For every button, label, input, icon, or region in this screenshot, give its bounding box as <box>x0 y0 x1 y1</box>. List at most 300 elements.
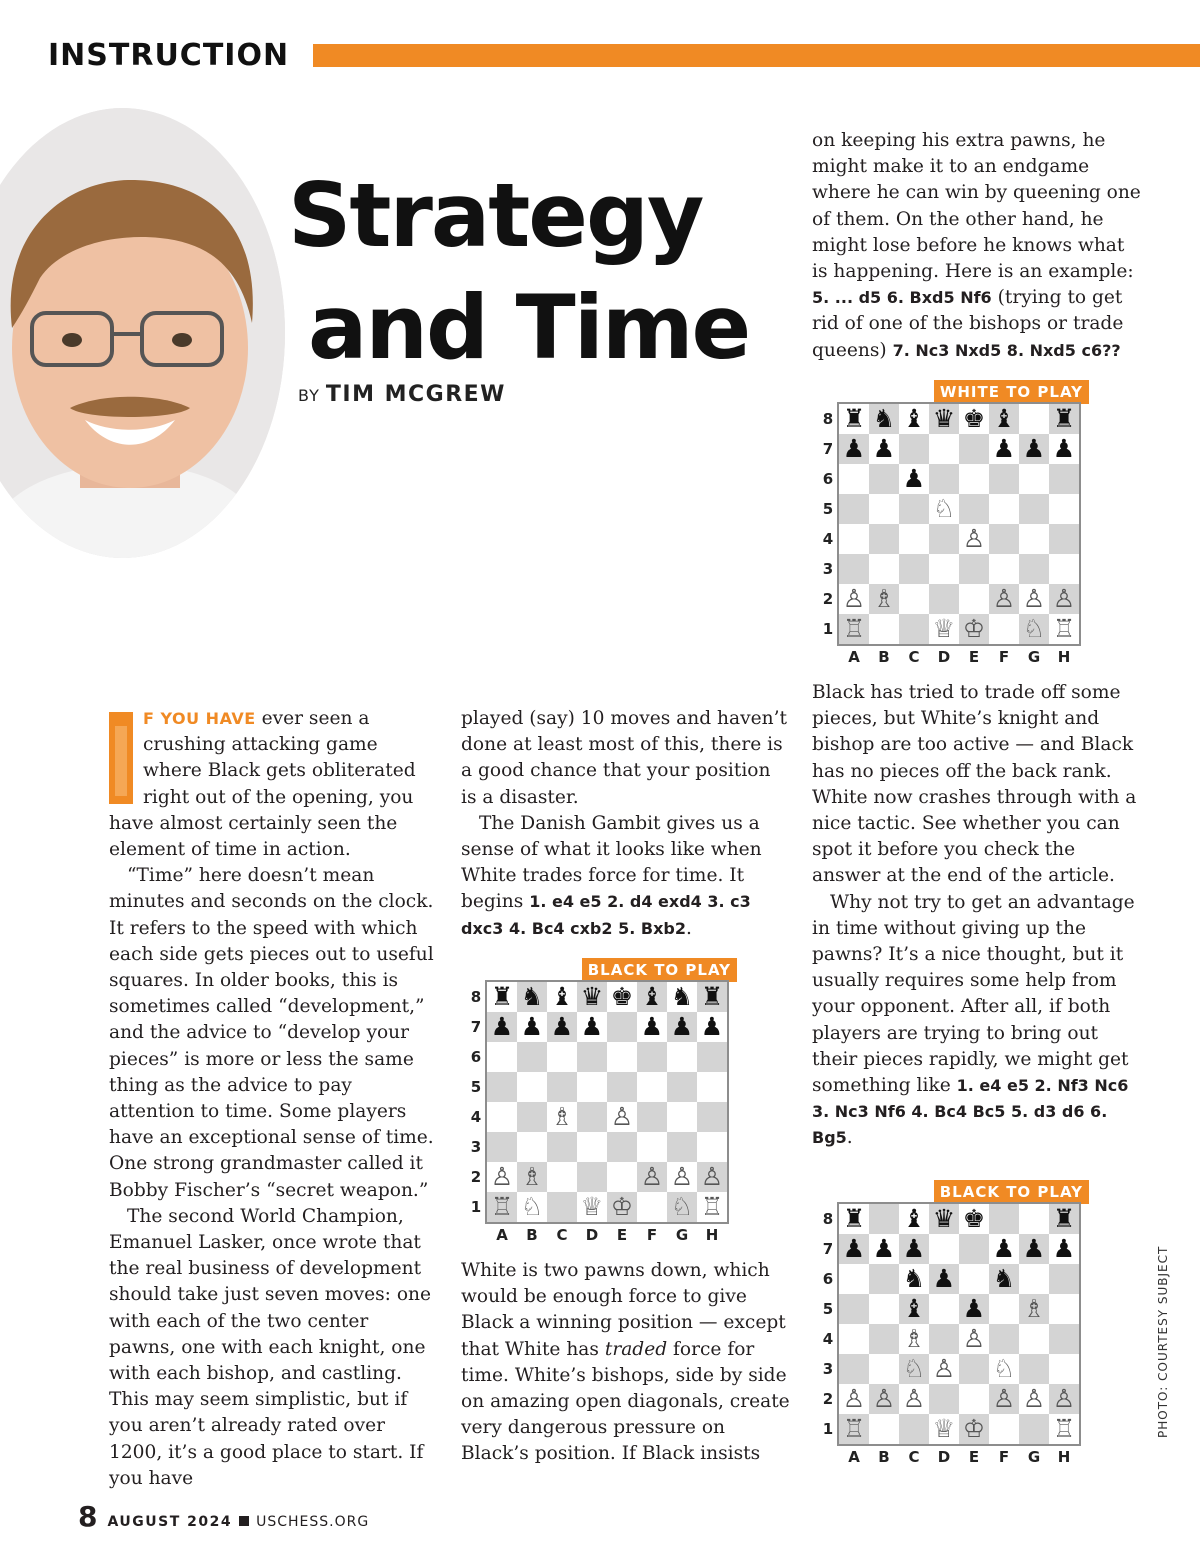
board-square <box>607 1132 637 1162</box>
black-pawn-icon: ♟ <box>667 1012 697 1042</box>
file-label: A <box>848 648 860 666</box>
board-square <box>1049 554 1079 584</box>
black-pawn-icon: ♟ <box>1049 434 1079 464</box>
rank-label: 2 <box>822 1390 834 1408</box>
board-square <box>1019 554 1049 584</box>
white-rook-icon: ♖ <box>697 1192 727 1222</box>
white-rook-icon: ♖ <box>1049 614 1079 644</box>
black-bishop-icon: ♝ <box>637 982 667 1012</box>
black-pawn-icon: ♟ <box>869 434 899 464</box>
text: (trying to get rid of one of the bishops or trade queens) <box>812 287 1124 361</box>
white-pawn-icon: ♙ <box>989 584 1019 614</box>
board-square <box>577 1072 607 1102</box>
black-knight-icon: ♞ <box>667 982 697 1012</box>
board-square <box>547 1072 577 1102</box>
white-knight-icon: ♘ <box>1019 614 1049 644</box>
file-label: F <box>998 648 1010 666</box>
board-square <box>959 1354 989 1384</box>
board-square <box>1019 1264 1049 1294</box>
black-king-icon: ♚ <box>607 982 637 1012</box>
board-square <box>1019 464 1049 494</box>
rank-label: 4 <box>822 1330 834 1348</box>
white-pawn-icon: ♙ <box>697 1162 727 1192</box>
board-square <box>899 1414 929 1444</box>
board-square <box>989 554 1019 584</box>
board-square <box>959 1384 989 1414</box>
board-square <box>1049 1324 1079 1354</box>
site-url: USCHESS.ORG <box>256 1514 370 1530</box>
white-rook-icon: ♖ <box>487 1192 517 1222</box>
board-square <box>517 1072 547 1102</box>
rank-label: 7 <box>822 440 834 458</box>
black-pawn-icon: ♟ <box>959 1294 989 1324</box>
white-pawn-icon: ♙ <box>839 584 869 614</box>
white-bishop-icon: ♗ <box>1019 1294 1049 1324</box>
board-square <box>869 1264 899 1294</box>
board-square <box>1049 524 1079 554</box>
black-bishop-icon: ♝ <box>547 982 577 1012</box>
column-2-top <box>461 706 791 942</box>
text: The Danish Gambit gives us a sense of what it looks like when White trades force for time. It begins <box>461 812 762 913</box>
file-label: D <box>937 648 951 666</box>
file-label: C <box>908 648 920 666</box>
board-square <box>697 1132 727 1162</box>
text: White is two pawns down, which would be enough force to give Black a winning position — except that White has <box>461 1260 786 1360</box>
board-square <box>869 1324 899 1354</box>
white-bishop-icon: ♗ <box>547 1102 577 1132</box>
black-rook-icon: ♜ <box>697 982 727 1012</box>
board-square <box>487 1132 517 1162</box>
separator-square <box>239 1516 249 1526</box>
board-square <box>577 1162 607 1192</box>
board-square <box>899 614 929 644</box>
board-square <box>989 1294 1019 1324</box>
board-square <box>839 554 869 584</box>
board-square <box>989 1324 1019 1354</box>
section-bar <box>313 44 1200 67</box>
paragraph <box>109 706 439 863</box>
board-square <box>1019 404 1049 434</box>
board-square <box>929 1234 959 1264</box>
board-square <box>547 1162 577 1192</box>
black-pawn-icon: ♟ <box>839 1234 869 1264</box>
board-square <box>989 464 1019 494</box>
board-square <box>1049 464 1079 494</box>
title-line-1: Strategy <box>288 164 703 267</box>
rank-label: 8 <box>822 410 834 428</box>
black-bishop-icon: ♝ <box>899 1204 929 1234</box>
board-square <box>839 464 869 494</box>
file-label: G <box>1027 1448 1041 1466</box>
white-pawn-icon: ♙ <box>637 1162 667 1192</box>
rank-labels <box>821 404 835 644</box>
board-square <box>577 1102 607 1132</box>
paragraph: Black has tried to trade off some pieces, but White’s knight and bishop are too active — and Black has no pieces off the back rank. White now crashes through with a nice tactic. See whether you can spot it before you check the answer at the end of the article. <box>812 682 1137 887</box>
rank-label: 2 <box>470 1168 482 1186</box>
paragraph: played (say) 10 moves and haven’t done at least most of this, there is a good chance that your position is a disaster. <box>461 708 787 808</box>
black-knight-icon: ♞ <box>989 1264 1019 1294</box>
chess-board <box>837 1202 1081 1446</box>
rank-label: 6 <box>822 1270 834 1288</box>
board-square <box>869 1354 899 1384</box>
black-pawn-icon: ♟ <box>929 1264 959 1294</box>
chess-diagram-1 <box>443 958 743 1248</box>
rank-label: 5 <box>470 1078 482 1096</box>
rank-label: 7 <box>822 1240 834 1258</box>
board-square <box>929 464 959 494</box>
rank-labels <box>469 982 483 1222</box>
black-pawn-icon: ♟ <box>899 1234 929 1264</box>
black-pawn-icon: ♟ <box>1019 434 1049 464</box>
black-pawn-icon: ♟ <box>989 1234 1019 1264</box>
author-portrait <box>0 108 285 558</box>
column-1 <box>109 706 439 1492</box>
board-square <box>929 1294 959 1324</box>
board-square <box>1019 1414 1049 1444</box>
text: on keeping his extra pawns, he might make it to an endgame where he can win by queening one of them. On the other hand, he might lose before he knows what is happening. Here is an example: <box>812 130 1141 283</box>
column-3-bottom <box>812 680 1142 1152</box>
board-square <box>929 584 959 614</box>
black-knight-icon: ♞ <box>899 1264 929 1294</box>
author-name: TIM MCGREW <box>325 382 506 407</box>
board-square <box>1019 1354 1049 1384</box>
photo-credit: PHOTO: COURTESY SUBJECT <box>1156 1245 1170 1438</box>
black-bishop-icon: ♝ <box>899 1294 929 1324</box>
board-square <box>839 1354 869 1384</box>
board-square <box>1019 524 1049 554</box>
rank-label: 6 <box>470 1048 482 1066</box>
board-square <box>607 1042 637 1072</box>
white-knight-icon: ♘ <box>989 1354 1019 1384</box>
white-pawn-icon: ♙ <box>959 1324 989 1354</box>
board-square <box>929 1384 959 1414</box>
board-square <box>607 1162 637 1192</box>
file-label: D <box>937 1448 951 1466</box>
file-label: A <box>848 1448 860 1466</box>
white-pawn-icon: ♙ <box>1019 584 1049 614</box>
file-label: G <box>675 1226 689 1244</box>
board-square <box>839 494 869 524</box>
board-square <box>899 434 929 464</box>
white-pawn-icon: ♙ <box>899 1384 929 1414</box>
rank-label: 4 <box>470 1108 482 1126</box>
file-label: E <box>968 648 980 666</box>
title-line-2: and Time <box>308 276 750 379</box>
board-square <box>959 554 989 584</box>
black-king-icon: ♚ <box>959 404 989 434</box>
black-rook-icon: ♜ <box>839 1204 869 1234</box>
rank-label: 3 <box>470 1138 482 1156</box>
file-label: H <box>705 1226 719 1244</box>
paragraph: “Time” here doesn’t mean minutes and seconds on the clock. It refers to the speed with which each side gets pieces out to useful squares. In older books, this is sometimes called “development,” and the advice to “develop your pieces” is more or less the same thing as the advice to pay attention to time. Some players have an exceptional sense of time. One strong grandmaster called it Bobby Fischer’s “secret weapon.” <box>109 865 434 1201</box>
white-king-icon: ♔ <box>959 1414 989 1444</box>
board-square <box>869 464 899 494</box>
white-rook-icon: ♖ <box>1049 1414 1079 1444</box>
white-pawn-icon: ♙ <box>989 1384 1019 1414</box>
text: Why not try to get an advantage in time without giving up the pawns? It’s a nice thought, but it usually requires some help from your opponent. After all, if both players are trying to bring out their pieces rapidly, we might get something like <box>812 891 1135 1097</box>
file-label: G <box>1027 648 1041 666</box>
black-pawn-icon: ♟ <box>637 1012 667 1042</box>
move-list: 1. e4 e5 2. Nf3 Nc6 3. Nc3 Nf6 4. Bc4 Bc5 5. d3 d6 6. Bg5 <box>812 1076 1129 1148</box>
board-square <box>607 1012 637 1042</box>
drop-cap <box>109 712 133 804</box>
file-label: B <box>878 648 890 666</box>
file-label: B <box>526 1226 538 1244</box>
black-pawn-icon: ♟ <box>577 1012 607 1042</box>
board-square <box>667 1042 697 1072</box>
board-square <box>517 1042 547 1072</box>
board-square <box>637 1072 667 1102</box>
black-queen-icon: ♛ <box>929 404 959 434</box>
black-knight-icon: ♞ <box>517 982 547 1012</box>
file-labels <box>839 648 1079 666</box>
white-knight-icon: ♘ <box>517 1192 547 1222</box>
board-square <box>1049 1354 1079 1384</box>
article-title <box>288 160 768 384</box>
white-queen-icon: ♕ <box>577 1192 607 1222</box>
diagram-tag: WHITE TO PLAY <box>934 380 1089 404</box>
white-rook-icon: ♖ <box>839 1414 869 1444</box>
board-square <box>1019 494 1049 524</box>
black-queen-icon: ♛ <box>577 982 607 1012</box>
board-square <box>839 524 869 554</box>
board-square <box>839 1264 869 1294</box>
board-square <box>697 1102 727 1132</box>
file-label: C <box>556 1226 568 1244</box>
board-square <box>869 1204 899 1234</box>
black-queen-icon: ♛ <box>929 1204 959 1234</box>
white-king-icon: ♔ <box>959 614 989 644</box>
rank-label: 1 <box>470 1198 482 1216</box>
white-bishop-icon: ♗ <box>869 584 899 614</box>
white-pawn-icon: ♙ <box>487 1162 517 1192</box>
board-square <box>547 1132 577 1162</box>
paragraph: The second World Champion, Emanuel Lasker, once wrote that the real business of development should take just seven moves: one with each of the two center pawns, one with each knight, one with each bishop, and castling. This may seem simplistic, but if you aren’t already rated over 1200, it’s a good place to start. If you have <box>109 1205 432 1489</box>
rank-label: 1 <box>822 1420 834 1438</box>
file-label: F <box>998 1448 1010 1466</box>
white-pawn-icon: ♙ <box>1049 1384 1079 1414</box>
white-pawn-icon: ♙ <box>1049 584 1079 614</box>
black-knight-icon: ♞ <box>869 404 899 434</box>
board-square <box>1049 1264 1079 1294</box>
board-square <box>989 494 1019 524</box>
board-square <box>869 1414 899 1444</box>
rank-label: 1 <box>822 620 834 638</box>
white-queen-icon: ♕ <box>929 1414 959 1444</box>
board-square <box>959 1234 989 1264</box>
file-label: H <box>1057 648 1071 666</box>
board-square <box>869 1294 899 1324</box>
board-square <box>959 1264 989 1294</box>
white-knight-icon: ♘ <box>899 1354 929 1384</box>
board-square <box>697 1072 727 1102</box>
byline <box>298 382 506 407</box>
black-pawn-icon: ♟ <box>1019 1234 1049 1264</box>
file-label: B <box>878 1448 890 1466</box>
board-square <box>1049 1294 1079 1324</box>
rank-labels <box>821 1204 835 1444</box>
move-list: 7. Nc3 Nxd5 8. Nxd5 c6?? <box>892 340 1121 360</box>
black-bishop-icon: ♝ <box>989 404 1019 434</box>
board-square <box>547 1042 577 1072</box>
board-square <box>869 524 899 554</box>
white-bishop-icon: ♗ <box>517 1162 547 1192</box>
white-pawn-icon: ♙ <box>929 1354 959 1384</box>
board-square <box>1019 1204 1049 1234</box>
board-square <box>839 1324 869 1354</box>
board-square <box>697 1042 727 1072</box>
chess-diagram-3 <box>795 1180 1095 1470</box>
board-square <box>1019 1324 1049 1354</box>
text: ever seen a crushing attacking game where Black gets obliterated right out of the opening, you have almost certainly seen the element of time in action. <box>109 708 416 861</box>
rank-label: 6 <box>822 470 834 488</box>
white-knight-icon: ♘ <box>667 1192 697 1222</box>
white-pawn-icon: ♙ <box>869 1384 899 1414</box>
board-square <box>869 494 899 524</box>
black-pawn-icon: ♟ <box>487 1012 517 1042</box>
board-square <box>959 464 989 494</box>
board-square <box>869 614 899 644</box>
chess-board <box>837 402 1081 646</box>
lead-in: F YOU HAVE <box>143 709 256 728</box>
board-square <box>577 1132 607 1162</box>
paragraph <box>812 128 1142 364</box>
chess-board <box>485 980 729 1224</box>
white-pawn-icon: ♙ <box>667 1162 697 1192</box>
page-footer <box>78 1500 369 1533</box>
column-2-bottom <box>461 1258 791 1468</box>
board-square <box>959 434 989 464</box>
black-pawn-icon: ♟ <box>1049 1234 1079 1264</box>
rank-label: 8 <box>470 988 482 1006</box>
board-square <box>637 1102 667 1132</box>
black-pawn-icon: ♟ <box>517 1012 547 1042</box>
paragraph <box>461 811 791 942</box>
black-pawn-icon: ♟ <box>869 1234 899 1264</box>
white-knight-icon: ♘ <box>929 494 959 524</box>
black-rook-icon: ♜ <box>839 404 869 434</box>
board-square <box>487 1072 517 1102</box>
board-square <box>869 554 899 584</box>
board-square <box>959 494 989 524</box>
white-queen-icon: ♕ <box>929 614 959 644</box>
board-square <box>989 1204 1019 1234</box>
rank-label: 4 <box>822 530 834 548</box>
board-square <box>929 524 959 554</box>
black-pawn-icon: ♟ <box>899 464 929 494</box>
diagram-tag: BLACK TO PLAY <box>582 958 737 982</box>
file-labels <box>487 1226 727 1244</box>
diagram-tag: BLACK TO PLAY <box>934 1180 1089 1204</box>
board-square <box>547 1192 577 1222</box>
board-square <box>637 1132 667 1162</box>
black-rook-icon: ♜ <box>1049 404 1079 434</box>
file-label: F <box>646 1226 658 1244</box>
board-square <box>959 584 989 614</box>
board-square <box>577 1042 607 1072</box>
byline-prefix: BY <box>298 386 320 405</box>
board-square <box>487 1042 517 1072</box>
black-king-icon: ♚ <box>959 1204 989 1234</box>
move-list: 5. ... d5 6. Bxd5 Nf6 <box>812 288 992 308</box>
board-square <box>487 1102 517 1132</box>
board-square <box>517 1132 547 1162</box>
section-label: INSTRUCTION <box>48 38 290 73</box>
rank-label: 7 <box>470 1018 482 1036</box>
board-square <box>667 1072 697 1102</box>
black-pawn-icon: ♟ <box>697 1012 727 1042</box>
black-rook-icon: ♜ <box>1049 1204 1079 1234</box>
text: . <box>685 917 692 939</box>
black-bishop-icon: ♝ <box>899 404 929 434</box>
board-square <box>637 1192 667 1222</box>
rank-label: 5 <box>822 1300 834 1318</box>
board-square <box>929 434 959 464</box>
column-3-top <box>812 128 1142 364</box>
chess-diagram-2 <box>795 380 1095 670</box>
paragraph <box>461 1258 791 1468</box>
board-square <box>667 1102 697 1132</box>
move-list: 1. e4 e5 2. d4 exd4 3. c3 dxc3 4. Bc4 cxb2 5. Bxb2 <box>461 892 751 938</box>
white-pawn-icon: ♙ <box>959 524 989 554</box>
board-square <box>989 524 1019 554</box>
board-square <box>607 1072 637 1102</box>
file-label: E <box>968 1448 980 1466</box>
board-square <box>899 494 929 524</box>
board-square <box>637 1042 667 1072</box>
board-square <box>899 524 929 554</box>
paragraph <box>812 890 1142 1152</box>
file-label: C <box>908 1448 920 1466</box>
board-square <box>1049 494 1079 524</box>
white-rook-icon: ♖ <box>839 614 869 644</box>
board-square <box>839 1294 869 1324</box>
file-label: E <box>616 1226 628 1244</box>
file-labels <box>839 1448 1079 1466</box>
text: . <box>846 1127 853 1149</box>
board-square <box>517 1102 547 1132</box>
file-label: D <box>585 1226 599 1244</box>
board-square <box>899 584 929 614</box>
white-pawn-icon: ♙ <box>839 1384 869 1414</box>
rank-label: 8 <box>822 1210 834 1228</box>
black-pawn-icon: ♟ <box>547 1012 577 1042</box>
board-square <box>929 554 959 584</box>
emphasis: traded <box>604 1338 668 1360</box>
black-rook-icon: ♜ <box>487 982 517 1012</box>
text: force for time. White’s bishops, side by side on amazing open diagonals, create very dangerous pressure on Black’s position. If Black insists <box>461 1338 790 1465</box>
rank-label: 2 <box>822 590 834 608</box>
board-square <box>989 614 1019 644</box>
white-king-icon: ♔ <box>607 1192 637 1222</box>
board-square <box>929 1324 959 1354</box>
white-pawn-icon: ♙ <box>607 1102 637 1132</box>
board-square <box>667 1132 697 1162</box>
page-number: 8 <box>78 1500 98 1533</box>
rank-label: 5 <box>822 500 834 518</box>
file-label: H <box>1057 1448 1071 1466</box>
issue-date: AUGUST 2024 <box>107 1514 233 1530</box>
black-pawn-icon: ♟ <box>989 434 1019 464</box>
board-square <box>899 554 929 584</box>
board-square <box>989 1414 1019 1444</box>
rank-label: 3 <box>822 1360 834 1378</box>
black-pawn-icon: ♟ <box>839 434 869 464</box>
white-bishop-icon: ♗ <box>899 1324 929 1354</box>
white-pawn-icon: ♙ <box>1019 1384 1049 1414</box>
file-label: A <box>496 1226 508 1244</box>
rank-label: 3 <box>822 560 834 578</box>
